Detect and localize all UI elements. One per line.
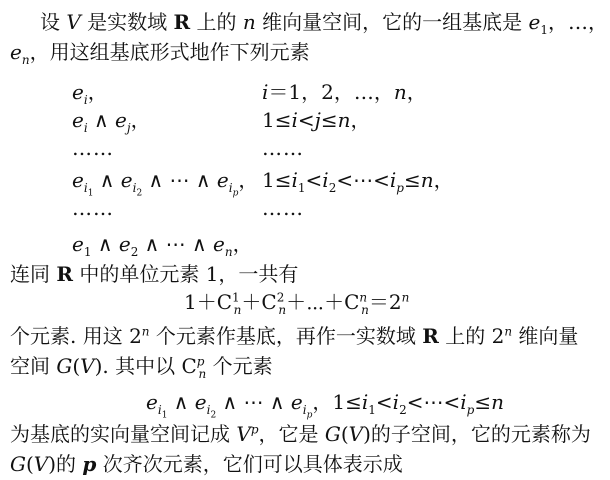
subscript: [302, 403, 313, 421]
subscript: 2: [399, 403, 407, 417]
text: ＝2: [368, 290, 402, 314]
superscript: 1: [232, 290, 240, 305]
math-var: e: [528, 10, 541, 34]
subscript: [206, 403, 217, 421]
row-5-left-dots: ……: [72, 196, 114, 220]
text: ≤: [403, 168, 421, 192]
text: 设: [40, 10, 67, 34]
subscript: p: [396, 181, 404, 195]
sub-subscript: 1: [87, 188, 94, 199]
paragraph-3-line-1: [10, 422, 591, 446]
text: 上的: [190, 10, 243, 34]
text: ≤: [474, 390, 492, 414]
text: ，: [433, 168, 454, 192]
math-var: n: [393, 80, 407, 104]
text: ，它是: [258, 422, 325, 446]
text: 1＋C: [184, 290, 233, 314]
math-var: i: [322, 168, 329, 192]
row-1-right: [262, 80, 427, 104]
math-var: i: [262, 80, 269, 104]
text: 空间: [10, 354, 57, 378]
text: (: [72, 354, 81, 378]
text: 个元素作基底，再作一实数域: [149, 324, 423, 348]
math-var: e: [194, 390, 207, 414]
math-var: V: [348, 422, 364, 446]
wedge: ∧: [87, 108, 116, 132]
subscript: p: [466, 403, 475, 417]
subscript: i: [83, 93, 88, 107]
superscript: n: [401, 290, 410, 305]
math-var: n: [337, 108, 351, 132]
superscript: n: [359, 290, 368, 305]
paragraph-2-line-3: [10, 324, 578, 348]
wedge: ∧: [167, 390, 195, 414]
text: 1≤: [332, 390, 362, 414]
subscript: [228, 181, 239, 199]
superscript: 2: [276, 290, 285, 305]
row-6-left: [72, 232, 253, 259]
math-var: e: [115, 108, 127, 132]
math-var: e: [10, 40, 22, 64]
text: ＋C: [241, 290, 277, 314]
paragraph-1-line-1: [40, 10, 608, 37]
row-2-left: [72, 108, 151, 135]
math-var: V: [236, 422, 251, 446]
math-var: e: [146, 390, 158, 414]
row-4-right: [262, 168, 454, 195]
text: 是实数域: [80, 10, 174, 34]
subscript-var: i: [132, 181, 137, 195]
math-var: i: [460, 390, 467, 414]
math-bold-R: R: [56, 262, 73, 286]
subscript-var: i: [157, 403, 162, 417]
text: ，: [232, 232, 253, 256]
text: ). 其中以 C: [94, 354, 197, 378]
math-var: i: [291, 168, 298, 192]
superscript: p: [250, 422, 259, 437]
paragraph-3-line-2: [10, 452, 403, 476]
math-var: e: [216, 168, 229, 192]
subscript: [157, 403, 168, 421]
math-var: n: [491, 390, 504, 414]
math-var: n: [242, 10, 256, 34]
sub-subscript: 2: [136, 188, 143, 199]
subscript: 2: [130, 245, 139, 259]
subscript: [83, 181, 94, 199]
subscript: 1: [83, 245, 92, 259]
subscript: 2: [328, 181, 337, 195]
text: ，: [87, 80, 108, 104]
math-var: i: [392, 390, 400, 414]
text: 1≤: [262, 108, 292, 132]
wedge: ∧: [91, 232, 119, 256]
math-var: G: [10, 452, 26, 476]
text: (: [340, 422, 349, 446]
text: 个元素: [206, 354, 273, 378]
text: ，…，: [547, 10, 608, 34]
subscript: n: [278, 303, 287, 317]
subscript: 1: [297, 181, 306, 195]
math-var: e: [213, 232, 225, 256]
math-bold-R: R: [422, 324, 439, 348]
row-3-right-dots: ……: [262, 136, 304, 160]
sub-subscript: 1: [161, 410, 168, 421]
text: <: [297, 108, 315, 132]
text: ，: [130, 108, 151, 132]
math-var: i: [389, 168, 397, 192]
wedge: ∧ ⋯ ∧: [216, 390, 291, 414]
subscript-var: i: [83, 181, 88, 195]
math-var: e: [118, 232, 131, 256]
math-var: e: [72, 232, 84, 256]
text: <: [305, 168, 323, 192]
text: 次齐次元素，它们可以具体表示成: [96, 452, 403, 476]
equation-binomial-sum: [184, 290, 410, 317]
text: 维向量空间，它的一组基底是: [255, 10, 529, 34]
paragraph-2-line-4: [10, 354, 273, 381]
math-bold-R: R: [173, 10, 191, 34]
text: (: [25, 452, 34, 476]
subscript: [132, 181, 143, 199]
math-var: V: [66, 10, 81, 34]
text: 1≤: [262, 168, 292, 192]
math-bold-p: p: [82, 452, 97, 476]
text: ，: [238, 168, 259, 192]
paragraph-1-line-2: [10, 40, 310, 67]
superscript: n: [141, 324, 150, 339]
wedge: ∧: [93, 168, 121, 192]
subscript: i: [83, 121, 88, 135]
text: <⋯<: [406, 390, 461, 414]
superscript: n: [504, 324, 513, 339]
math-var: G: [56, 354, 73, 378]
text: 连同: [10, 262, 57, 286]
wedge: ∧ ⋯ ∧: [142, 168, 217, 192]
text: ，用这组基底形式地作下列元素: [29, 40, 310, 64]
text: )的子空间，它的元素称为: [363, 422, 591, 446]
math-var: e: [72, 168, 84, 192]
subscript-var: i: [302, 403, 307, 417]
text: 中的单位元素 1，一共有: [72, 262, 299, 286]
text: 维向量: [512, 324, 579, 348]
sub-subscript: p: [306, 410, 313, 421]
text: ，: [350, 108, 371, 132]
sub-subscript: p: [232, 188, 239, 199]
paragraph-2-line-1: [10, 262, 298, 286]
math-var: e: [72, 80, 84, 104]
math-var: i: [361, 390, 369, 414]
math-var: V: [33, 452, 49, 476]
text: <: [375, 390, 393, 414]
subscript-var: i: [228, 181, 233, 195]
text: 为基底的实向量空间记成: [10, 422, 237, 446]
subscript: n: [233, 303, 242, 317]
row-4-left: [72, 168, 259, 199]
math-var: e: [72, 108, 84, 132]
subscript: n: [21, 53, 30, 67]
text: <⋯<: [336, 168, 390, 192]
text: 上的 2: [438, 324, 505, 348]
subscript: 1: [368, 403, 376, 417]
superscript: p: [196, 354, 205, 369]
text: ＋⋯＋C: [286, 290, 360, 314]
math-var: j: [314, 108, 321, 132]
subscript: n: [198, 367, 207, 381]
text: )的: [48, 452, 83, 476]
row-2-right: [262, 108, 371, 132]
subscript: n: [361, 303, 369, 317]
equation-wedge-product-basis: [146, 390, 504, 421]
row-5-right-dots: ……: [262, 196, 304, 220]
sub-subscript: 2: [210, 410, 217, 421]
text: ＝1，2，…，: [268, 80, 394, 104]
row-1-left: [72, 80, 108, 107]
text: ≤: [320, 108, 338, 132]
subscript-var: i: [206, 403, 211, 417]
math-var: n: [420, 168, 434, 192]
text: 个元素. 用这 2: [10, 324, 142, 348]
math-var: V: [80, 354, 95, 378]
math-var: e: [120, 168, 133, 192]
row-3-left-dots: ……: [72, 136, 114, 160]
math-var: G: [324, 422, 341, 446]
text: ，: [312, 390, 333, 414]
subscript: n: [224, 245, 233, 259]
math-var: i: [291, 108, 298, 132]
subscript: 1: [540, 23, 548, 37]
wedge: ∧ ⋯ ∧: [138, 232, 214, 256]
text: ，: [406, 80, 427, 104]
math-var: e: [290, 390, 303, 414]
subscript: j: [126, 121, 131, 135]
